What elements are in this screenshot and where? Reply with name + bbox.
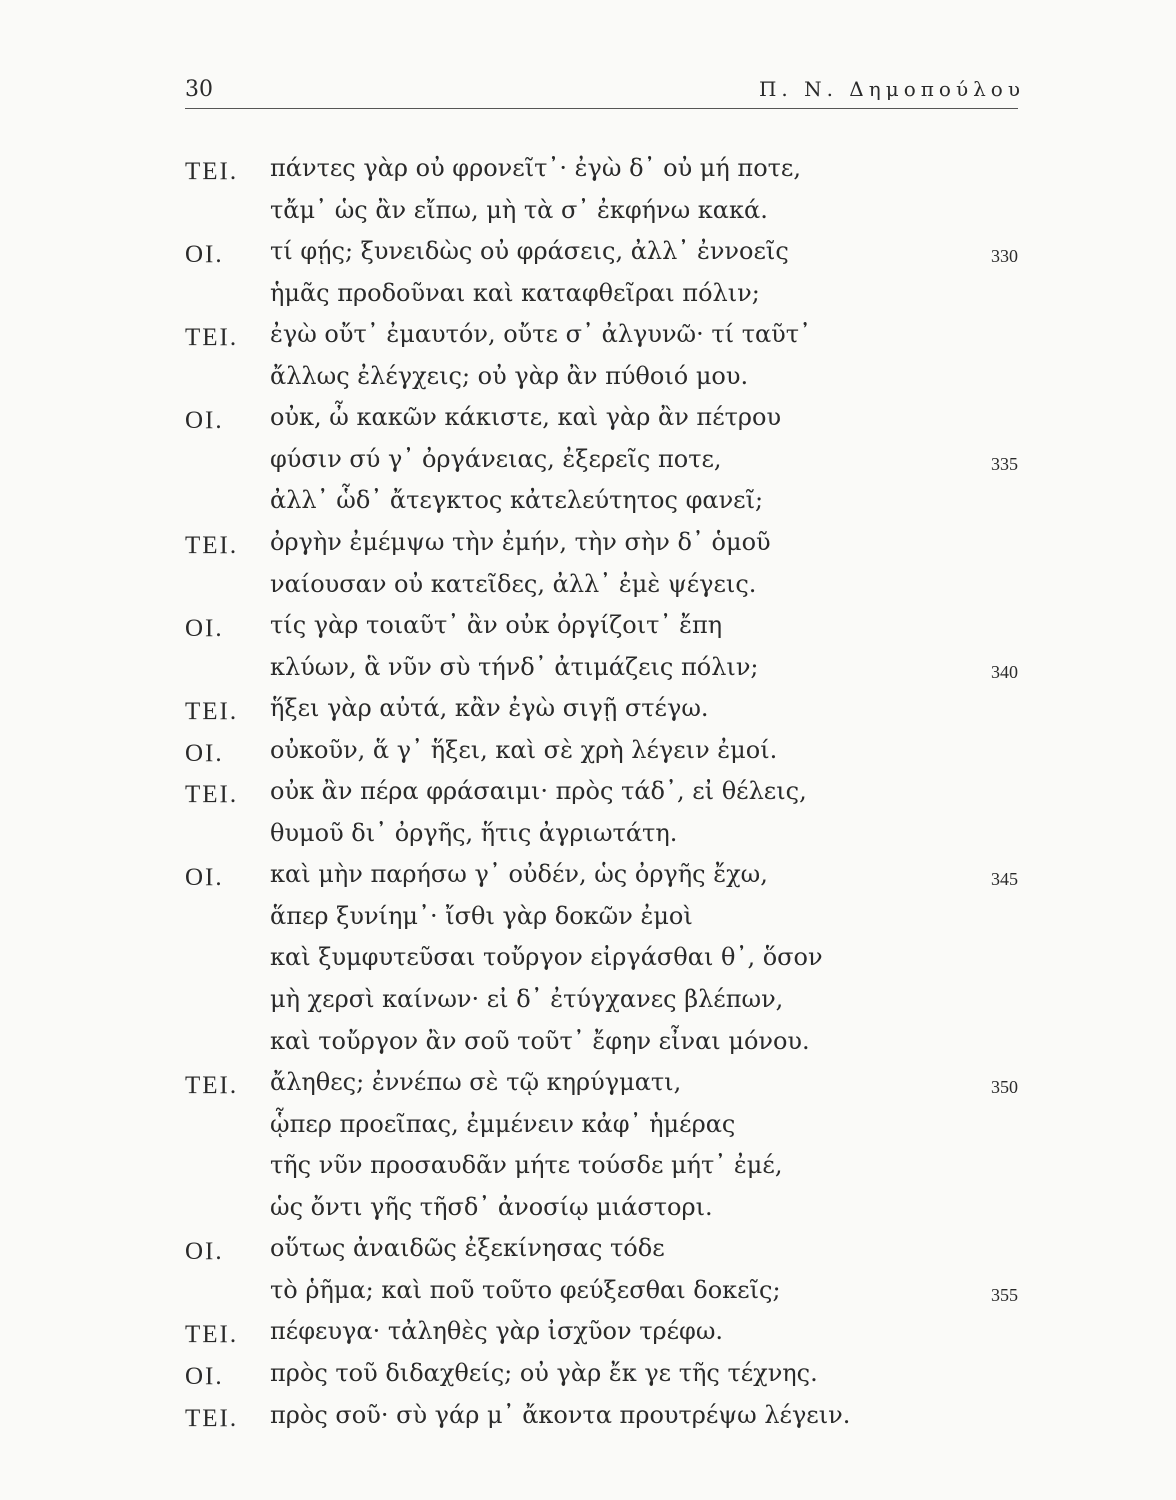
verse-text-line: οὐκ ἂν πέρα φράσαιμι· πρὸς τάδ᾽, εἰ θέλεις,: [270, 777, 807, 806]
verse-line: [185, 528, 1025, 564]
verse-line: [185, 777, 1025, 813]
page-number: 30: [185, 77, 213, 102]
line-number: 355: [991, 1284, 1018, 1305]
verse-line: [185, 819, 1025, 855]
verse-line: [185, 1276, 1025, 1312]
verse-text-line: ἐγὼ οὔτ᾽ ἐμαυτόν, οὔτε σ᾽ ἀλγυνῶ· τί ταῦτ᾽: [270, 320, 812, 349]
line-number: 345: [991, 869, 1018, 890]
verse-text-line: καὶ ξυμφυτεῦσαι τοὔργον εἰργάσθαι θ᾽, ὅσον: [270, 943, 823, 972]
speaker-label: ΟΙ.: [185, 1362, 224, 1390]
verse-text-line: ἄληθες; ἐννέπω σὲ τῷ κηρύγματι,: [270, 1068, 682, 1097]
verse-line: [185, 570, 1025, 606]
speaker-label: ΤΕΙ.: [185, 158, 239, 185]
line-number: 335: [991, 453, 1018, 474]
verse-line: [185, 1359, 1025, 1395]
verse-text-line: τῆς νῦν προσαυδᾶν μήτε τούσδε μήτ᾽ ἐμέ,: [270, 1151, 783, 1180]
verse-text-line: ἡμᾶς προδοῦναι καὶ καταφθεῖραι πόλιν;: [270, 278, 760, 307]
verse-line: [185, 1317, 1025, 1353]
verse-line: [185, 653, 1025, 689]
verse-text-line: πάντες γὰρ οὐ φρονεῖτ᾽· ἐγὼ δ᾽ οὐ μή ποτε,: [270, 154, 801, 182]
speaker-label: ΤΕΙ.: [185, 324, 239, 352]
verse-line: [185, 985, 1025, 1021]
verse-text-line: ὡς ὄντι γῆς τῆσδ᾽ ἀνοσίῳ μιάστορι.: [270, 1192, 713, 1221]
speaker-label: ΤΕΙ.: [185, 1404, 239, 1432]
verse-text-line: τὸ ῥῆμα; καὶ ποῦ τοῦτο φεύξεσθαι δοκεῖς;: [270, 1275, 781, 1304]
speaker-label: ΤΕΙ.: [185, 781, 239, 809]
verse-line: [185, 694, 1025, 730]
page-header: [185, 77, 1025, 103]
speaker-label: ΟΙ.: [185, 407, 224, 435]
verse-text-line: μὴ χερσὶ καίνων· εἰ δ᾽ ἐτύγχανες βλέπων,: [270, 985, 784, 1013]
verse-line: [185, 1234, 1025, 1270]
line-number: 350: [991, 1077, 1018, 1098]
verse-line: [185, 1193, 1025, 1229]
running-head: Π. Ν. Δημοπούλου: [758, 77, 1025, 101]
verse-text-line: ὀργὴν ἐμέμψω τὴν ἐμήν, τὴν σὴν δ᾽ ὁμοῦ: [270, 527, 771, 556]
verse-line: [185, 237, 1025, 273]
verse-text-line: φύσιν σύ γ᾽ ὀργάνειας, ἐξερεῖς ποτε,: [270, 444, 722, 473]
speaker-label: ΟΙ.: [185, 739, 224, 767]
verse-text-line: τἄμ᾽ ὡς ἂν εἴπω, μὴ τὰ σ᾽ ἐκφήνω κακά.: [270, 195, 768, 224]
verse-text-line: ἅπερ ξυνίημ᾽· ἴσθι γὰρ δοκῶν ἐμοὶ: [270, 901, 693, 930]
line-number: 340: [991, 661, 1018, 682]
verse-text-line: πρὸς σοῦ· σὺ γάρ μ᾽ ἄκοντα προυτρέψω λέγειν.: [270, 1400, 851, 1429]
verse-line: [185, 362, 1025, 398]
verse-text-line: πέφευγα· τἀληθὲς γὰρ ἰσχῦον τρέφω.: [270, 1317, 724, 1346]
verse-line: [185, 486, 1025, 522]
verse-text-line: κλύων, ἃ νῦν σὺ τήνδ᾽ ἀτιμάζεις πόλιν;: [270, 652, 759, 681]
verse-line: [185, 736, 1025, 772]
verse-text-line: ἄλλως ἐλέγχεις; οὐ γὰρ ἂν πύθοιό μου.: [270, 361, 749, 390]
verse-line: [185, 611, 1025, 647]
speaker-label: ΤΕΙ.: [185, 1321, 239, 1349]
line-number: 330: [991, 246, 1018, 267]
speaker-label: ΟΙ.: [185, 241, 224, 269]
speaker-label: ΟΙ.: [185, 864, 224, 892]
verse-line: [185, 943, 1025, 979]
verse-line: [185, 1151, 1025, 1187]
speaker-label: ΤΕΙ.: [185, 1072, 239, 1100]
verse-text-line: ἥξει γὰρ αὐτά, κἂν ἐγὼ σιγῇ στέγω.: [270, 694, 709, 723]
header-rule: [185, 108, 1018, 109]
verse-text-line: καὶ τοὔργον ἂν σοῦ τοῦτ᾽ ἔφην εἶναι μόνου.: [270, 1026, 810, 1055]
verse-line: [185, 320, 1025, 356]
verse-text-line: πρὸς τοῦ διδαχθείς; οὐ γὰρ ἔκ γε τῆς τέχνης.: [270, 1358, 818, 1387]
verse-line: [185, 902, 1025, 938]
verse-line: [185, 1110, 1025, 1146]
verse-text-line: ᾧπερ προεῖπας, ἐμμένειν κἀφ᾽ ἡμέρας: [270, 1109, 736, 1138]
verse-line: [185, 1027, 1025, 1063]
verse-line: [185, 860, 1025, 896]
verse-line: [185, 1401, 1025, 1437]
verse-line: [185, 403, 1025, 439]
speaker-label: ΟΙ.: [185, 615, 224, 643]
verse-text-line: θυμοῦ δι᾽ ὀργῆς, ἥτις ἀγριωτάτη.: [270, 818, 678, 847]
speaker-label: ΤΕΙ.: [185, 698, 239, 726]
verse-text-line: οὐκοῦν, ἅ γ᾽ ἥξει, καὶ σὲ χρὴ λέγειν ἐμοί.: [270, 735, 778, 764]
verse-text-line: τίς γὰρ τοιαῦτ᾽ ἂν οὐκ ὀργίζοιτ᾽ ἔπη: [270, 611, 723, 640]
verse-line: [185, 196, 1025, 232]
speaker-label: ΤΕΙ.: [185, 531, 239, 559]
verse-text-line: τί φῄς; ξυνειδὼς οὐ φράσεις, ἀλλ᾽ ἐννοεῖς: [270, 237, 789, 266]
verse-line: [185, 445, 1025, 481]
verse-text-line: οὐκ, ὦ κακῶν κάκιστε, καὶ γὰρ ἂν πέτρου: [270, 403, 782, 432]
verse-line: [185, 279, 1025, 315]
speaker-label: ΟΙ.: [185, 1238, 224, 1266]
verse-text-line: ναίουσαν οὐ κατεῖδες, ἀλλ᾽ ἐμὲ ψέγεις.: [270, 569, 757, 598]
verse-text-line: οὕτως ἀναιδῶς ἐξεκίνησας τόδε: [270, 1234, 665, 1263]
verse-line: [185, 154, 1025, 190]
verse-text-line: καὶ μὴν παρήσω γ᾽ οὐδέν, ὡς ὀργῆς ἔχω,: [270, 860, 768, 889]
verse-text-line: ἀλλ᾽ ὧδ᾽ ἄτεγκτος κἀτελεύτητος φανεῖ;: [270, 486, 764, 515]
verse-line: [185, 1068, 1025, 1104]
